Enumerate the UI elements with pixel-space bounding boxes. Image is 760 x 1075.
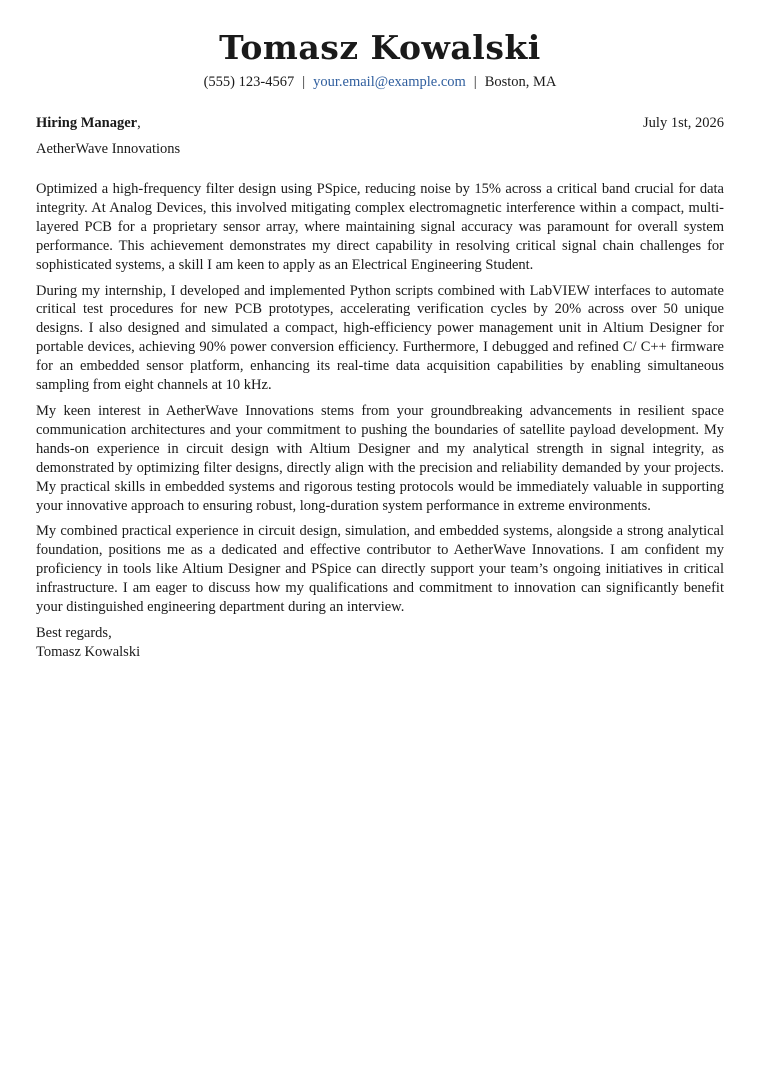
body-paragraph: My keen interest in AetherWave Innovations stems from your groundbreaking advancements in resilient space communication architectures and your commitment to pushing the boundaries of satellite payload development. My hands-on experience in circuit design with Altium Designer and my analytical strength in signal integrity, as demonstrated by optimizing filter designs, directly align with the precision and reliability demanded by your projects. My practical skills in embedded systems and rigorous testing protocols would be immediately valuable in supporting your innovative approach to ensuring robust, long-duration system performance in extreme environments. <box>36 402 724 514</box>
salutation <box>36 114 141 133</box>
letter-body <box>36 180 724 662</box>
contact-separator: | <box>302 74 306 90</box>
recipient-company: AetherWave Innovations <box>36 141 181 157</box>
recipient-name: Hiring Manager <box>36 115 138 131</box>
body-paragraph: Optimized a high-frequency filter design using PSpice, reducing noise by 15% across a critical band crucial for data integrity. At Analog Devices, this involved mitigating complex electromagnetic interference within a compact, multi-layered PCB for a proprietary sensor array, where maintaining signal accuracy was paramount for overall system performance. This achievement demonstrates my direct capability in resolving critical signal chain challenges for sophisticated systems, a skill I am keen to apply as an Electrical Engineering Student. <box>36 181 724 273</box>
email-link[interactable]: your.email@example.com <box>313 74 466 90</box>
contact-line <box>0 72 760 92</box>
valediction: Best regards, <box>36 624 112 641</box>
body-paragraph: During my internship, I developed and implemented Python scripts combined with LabVIEW interfaces to automate critical test procedures for new PCB prototypes, accelerating verification cycles by 20% across over 50 unique designs. I also designed and simulated a compact, high-efficiency power management unit in Altium Designer for portable devices, achieving 90% power conversion efficiency. Furthermore, I debugged and refined C/ C++ firmware for an embedded sensor platform, enhancing its real-time data acquisition capabilities by enabling simultaneous sampling from eight channels at 10 kHz. <box>36 282 724 394</box>
applicant-name: Tomasz Kowalski <box>219 28 541 67</box>
salutation-punctuation: , <box>137 115 141 131</box>
phone-number: (555) 123-4567 <box>203 74 295 90</box>
body-paragraph: My combined practical experience in circuit design, simulation, and embedded systems, alongside a strong analytical foundation, positions me as a dedicated and effective contributor to AetherWave Innovations. I am confident my proficiency in tools like Altium Designer and PSpice can directly support your team’s ongoing initiatives in critical infrastructure. I am eager to discuss how my qualifications and commitment to innovation can significantly benefit your distinguished engineering department during an interview. <box>36 523 724 616</box>
location: Boston, MA <box>484 74 557 90</box>
contact-separator: | <box>473 74 477 90</box>
letter-date: July 1st, 2026 <box>643 115 724 131</box>
closing-block <box>36 624 724 662</box>
signature-name: Tomasz Kowalski <box>36 643 141 660</box>
